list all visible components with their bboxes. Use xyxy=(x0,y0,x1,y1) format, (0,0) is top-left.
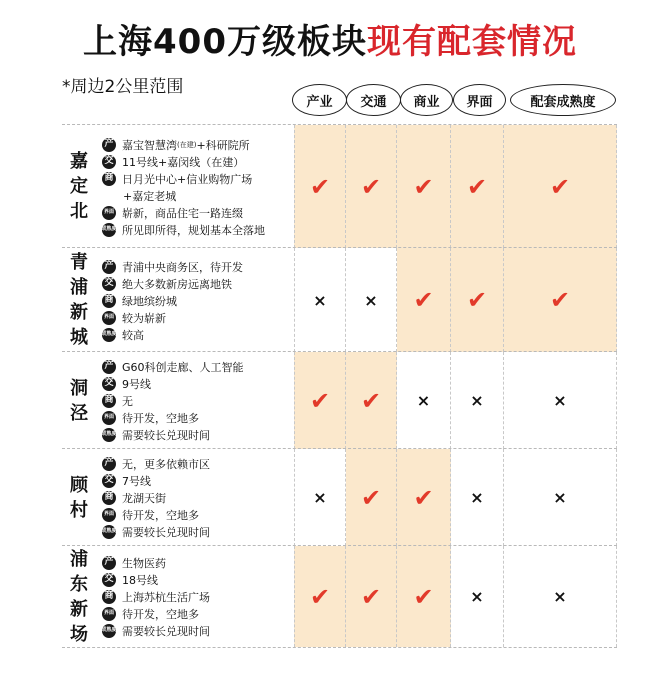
area-name-char: 嘉 xyxy=(70,151,88,172)
area-name-char: 北 xyxy=(70,201,88,222)
area-name-char: 定 xyxy=(70,176,88,197)
area-name-char: 青 xyxy=(70,252,88,273)
check-icon: ✔ xyxy=(549,172,571,201)
cross-cell xyxy=(294,248,346,352)
check-icon: ✔ xyxy=(466,172,488,201)
category-badge-icon: 交 xyxy=(102,277,116,291)
info-text: 需要较长兑现时间 xyxy=(122,525,210,539)
check-icon: ✔ xyxy=(413,172,434,201)
category-badge-icon: 交 xyxy=(102,155,116,169)
check-icon: ✔ xyxy=(309,582,331,611)
info-text: 无，更多依赖市区 xyxy=(122,457,210,471)
info-text: 待开发，空地多 xyxy=(122,607,199,621)
info-text: 龙湖天街 xyxy=(122,491,166,505)
area-name-char: 顾 xyxy=(70,474,88,496)
category-badge-icon: 界面 xyxy=(102,206,116,220)
info-text: 所见即所得，规划基本全落地 xyxy=(122,223,265,237)
category-badge-icon: 产 xyxy=(102,260,116,274)
table-row xyxy=(62,545,617,648)
info-text: 11号线+嘉闵线（在建） xyxy=(122,155,245,169)
cross-icon: × xyxy=(470,391,484,410)
category-badge-icon: 交 xyxy=(102,377,116,391)
check-cell xyxy=(346,546,397,647)
info-text: 较为崭新 xyxy=(122,311,166,325)
info-line xyxy=(102,506,210,523)
area-info xyxy=(102,455,210,540)
check-cell xyxy=(504,248,617,352)
table-row xyxy=(62,247,617,352)
check-cell xyxy=(397,125,451,248)
area-name-char: 场 xyxy=(70,623,88,645)
info-line xyxy=(102,258,243,275)
info-line xyxy=(102,326,243,343)
cross-icon: × xyxy=(364,290,378,310)
area-name xyxy=(62,546,96,647)
info-line xyxy=(102,472,210,489)
area-name-char: 东 xyxy=(70,573,88,595)
column-header-5: 配套成熟度 xyxy=(510,84,616,116)
info-text: G60科创走廊、人工智能 xyxy=(122,360,244,374)
info-line xyxy=(102,426,244,443)
area-name-char: 新 xyxy=(70,598,88,620)
info-text: 待开发，空地多 xyxy=(122,508,199,522)
info-text: 绿地缤纷城 xyxy=(122,294,177,308)
cross-cell xyxy=(397,352,451,449)
check-icon: ✔ xyxy=(360,386,382,415)
check-cell xyxy=(397,449,451,546)
category-badge-icon: 商 xyxy=(102,491,116,505)
area-name xyxy=(62,125,96,248)
area-name-char: 泾 xyxy=(70,402,88,424)
category-badge-icon: 产 xyxy=(102,138,116,152)
info-text: 嘉宝智慧湾 xyxy=(122,138,177,152)
category-badge-icon: 商 xyxy=(102,590,116,604)
info-line xyxy=(102,136,265,153)
info-line xyxy=(102,292,243,309)
info-line xyxy=(102,309,243,326)
category-badge-icon: 交 xyxy=(102,573,116,587)
category-badge-icon: 成熟度 xyxy=(102,428,116,442)
area-info xyxy=(102,358,244,443)
info-line xyxy=(102,588,210,605)
info-line xyxy=(102,221,265,238)
table-row xyxy=(62,448,617,546)
check-icon: ✔ xyxy=(360,172,382,201)
info-text: 9号线 xyxy=(122,377,151,391)
cross-icon: × xyxy=(553,587,567,606)
check-cell xyxy=(451,248,504,352)
check-icon: ✔ xyxy=(549,286,571,314)
info-line xyxy=(102,375,244,392)
info-line xyxy=(102,358,244,375)
subtitle: *周边2公里范围 xyxy=(62,77,184,97)
check-icon: ✔ xyxy=(309,172,331,201)
info-text: 较高 xyxy=(122,328,144,342)
info-line xyxy=(102,153,265,170)
info-line xyxy=(102,187,265,204)
info-line xyxy=(102,455,210,472)
cross-cell xyxy=(451,352,504,449)
category-badge-icon: 商 xyxy=(102,294,116,308)
category-badge-icon: 成熟度 xyxy=(102,223,116,237)
area-info xyxy=(102,258,243,343)
info-line xyxy=(102,622,210,639)
category-badge-icon: 成熟度 xyxy=(102,328,116,342)
page-title xyxy=(0,14,660,63)
check-icon: ✔ xyxy=(413,286,434,314)
check-cell xyxy=(346,449,397,546)
area-name-char: 浦 xyxy=(70,277,88,298)
check-cell xyxy=(294,352,346,449)
area-name xyxy=(62,352,96,449)
info-text: 崭新，商品住宅一路连缀 xyxy=(122,206,243,220)
area-name-char: 洞 xyxy=(70,377,88,399)
info-text: 生物医药 xyxy=(122,556,166,570)
category-badge-icon: 产 xyxy=(102,556,116,570)
cross-icon: × xyxy=(470,488,484,507)
cross-icon: × xyxy=(313,290,327,310)
category-badge-icon: 界面 xyxy=(102,508,116,522)
info-text: 无 xyxy=(122,394,133,408)
check-icon: ✔ xyxy=(413,483,434,512)
info-line xyxy=(102,605,210,622)
check-icon: ✔ xyxy=(466,286,488,314)
cross-cell xyxy=(294,449,346,546)
info-line xyxy=(102,275,243,292)
column-header-2: 交通 xyxy=(346,84,401,116)
category-badge-icon: 商 xyxy=(102,394,116,408)
cross-icon: × xyxy=(416,391,431,410)
info-line xyxy=(102,554,210,571)
area-info xyxy=(102,554,210,639)
check-cell xyxy=(294,546,346,647)
info-text: 18号线 xyxy=(122,573,158,587)
info-text-extra: +科研院所 xyxy=(196,138,250,152)
category-badge-icon: 产 xyxy=(102,360,116,374)
check-cell xyxy=(294,125,346,248)
cross-icon: × xyxy=(313,488,327,507)
check-icon: ✔ xyxy=(360,483,382,512)
info-text: 上海苏杭生活广场 xyxy=(122,590,210,604)
cross-cell xyxy=(504,546,617,647)
cross-icon: × xyxy=(553,488,567,507)
info-line xyxy=(102,204,265,221)
cross-cell xyxy=(451,546,504,647)
cross-cell xyxy=(451,449,504,546)
category-badge-icon: 产 xyxy=(102,457,116,471)
column-header-3: 商业 xyxy=(400,84,453,116)
info-note: (在建) xyxy=(177,140,197,149)
info-line xyxy=(102,489,210,506)
area-name xyxy=(62,449,96,546)
info-line xyxy=(102,571,210,588)
info-text: 需要较长兑现时间 xyxy=(122,428,210,442)
check-cell xyxy=(451,125,504,248)
category-badge-icon: 成熟度 xyxy=(102,525,116,539)
cross-cell xyxy=(504,352,617,449)
cross-icon: × xyxy=(470,587,484,606)
info-text: +嘉定老城 xyxy=(123,189,177,203)
table-row xyxy=(62,124,617,248)
info-text: 待开发，空地多 xyxy=(122,411,199,425)
info-text: 青浦中央商务区，待开发 xyxy=(122,260,243,274)
info-text: 需要较长兑现时间 xyxy=(122,624,210,638)
info-line xyxy=(102,523,210,540)
check-icon: ✔ xyxy=(360,582,382,611)
category-badge-icon: 成熟度 xyxy=(102,624,116,638)
info-line xyxy=(102,409,244,426)
cross-cell xyxy=(504,449,617,546)
table-row xyxy=(62,351,617,449)
check-icon: ✔ xyxy=(309,386,331,415)
area-name-char: 城 xyxy=(70,327,88,348)
title-highlight: 现有配套情况 xyxy=(366,22,577,62)
area-name xyxy=(62,248,96,352)
cross-cell xyxy=(346,248,397,352)
check-cell xyxy=(504,125,617,248)
cross-icon: × xyxy=(553,391,567,410)
category-badge-icon: 交 xyxy=(102,474,116,488)
area-name-char: 浦 xyxy=(70,548,88,570)
title-main: 上海400万级板块 xyxy=(83,22,367,62)
check-icon: ✔ xyxy=(413,582,434,611)
info-line xyxy=(102,170,265,187)
area-info xyxy=(102,136,265,238)
area-name-char: 村 xyxy=(70,499,88,521)
check-cell xyxy=(346,125,397,248)
info-line xyxy=(102,392,244,409)
column-header-4: 界面 xyxy=(453,84,506,116)
category-badge-icon: 界面 xyxy=(102,607,116,621)
column-header-1: 产业 xyxy=(292,84,347,116)
check-cell xyxy=(397,546,451,647)
check-cell xyxy=(397,248,451,352)
area-name-char: 新 xyxy=(70,302,88,323)
category-badge-icon: 界面 xyxy=(102,311,116,325)
category-badge-icon: 商 xyxy=(102,172,116,186)
info-text: 日月光中心+信业购物广场 xyxy=(122,172,253,186)
info-text: 绝大多数新房远离地铁 xyxy=(122,277,232,291)
check-cell xyxy=(346,352,397,449)
info-text: 7号线 xyxy=(122,474,151,488)
category-badge-icon: 界面 xyxy=(102,411,116,425)
